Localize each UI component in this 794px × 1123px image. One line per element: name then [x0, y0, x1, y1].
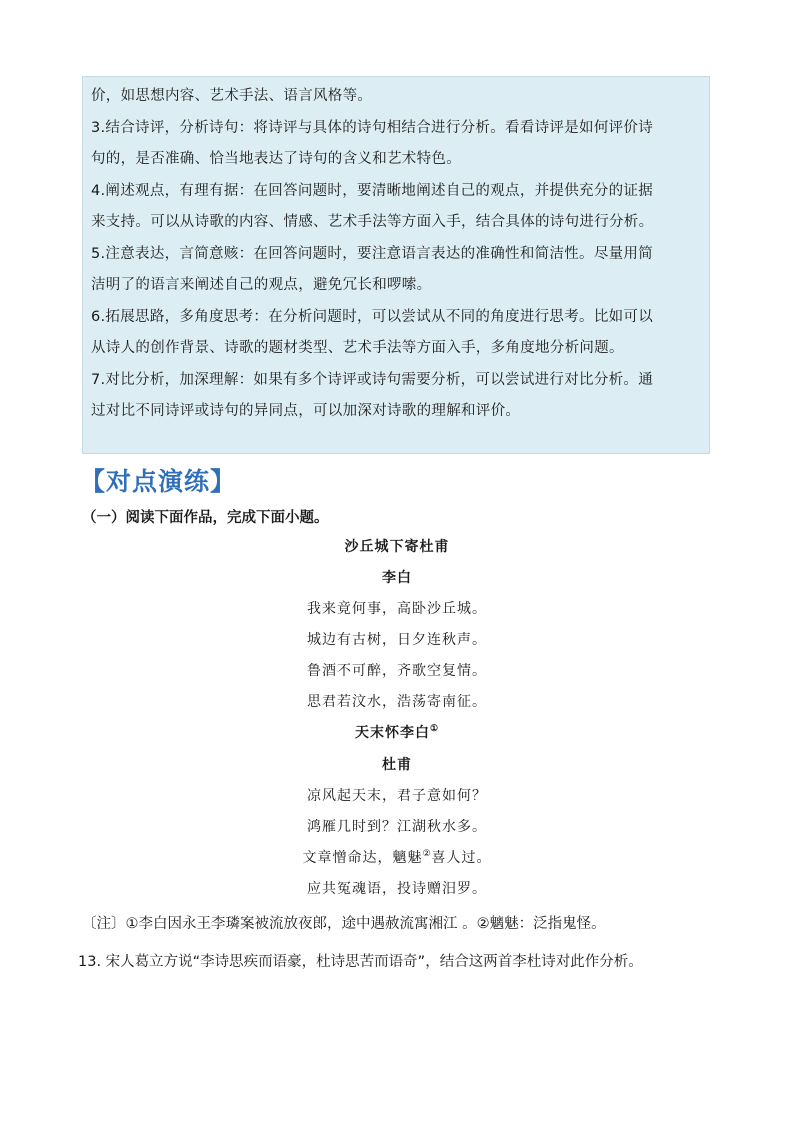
- question-number: 13.: [78, 954, 102, 970]
- tip-line: 5.注意表达，言简意赅：在回答问题时，要注意语言表达的准确性和简洁性。尽量用简: [91, 245, 654, 262]
- poem2-title: [0, 722, 794, 742]
- question-13: [78, 950, 643, 971]
- footnote: 〔注〕①李白因永王李璘案被流放夜郎，途中遇赦流寓湘江 。②魑魅：泛指鬼怪。: [82, 916, 606, 932]
- poem2-line: 应共冤魂语，投诗赠汨罗。: [307, 881, 487, 897]
- question-text: 宋人葛立方说“李诗思疾而语豪，杜诗思苦而语奇”，结合这两首李杜诗对此作分析。: [105, 954, 643, 970]
- poem2-author: 杜甫: [382, 757, 412, 773]
- part-heading: （一）阅读下面作品，完成下面小题。: [82, 510, 329, 526]
- poem2-line: 鸿雁几时到？江湖秋水多。: [307, 819, 487, 835]
- footnote-mark: ①: [429, 724, 440, 734]
- footnote-mark: ②: [422, 849, 432, 859]
- tip-line: 3.结合诗评，分析诗句：将诗评与具体的诗句相结合进行分析。看看诗评是如何评价诗: [91, 119, 654, 136]
- poem1-line: 思君若汶水，浩荡寄南征。: [307, 694, 487, 710]
- tip-line: 4.阐述观点，有理有据：在回答问题时，要清晰地阐述自己的观点，并提供充分的证据: [91, 182, 654, 199]
- tip-line: 价，如思想内容、艺术手法、语言风格等。: [91, 88, 373, 104]
- poem2-line-part: 喜人过。: [431, 850, 492, 866]
- poem1-line: 鲁酒不可醉，齐歌空复情。: [307, 663, 487, 679]
- tip-line: 洁明了的语言来阐述自己的观点，避免冗长和啰嗦。: [91, 277, 432, 293]
- poem2-line: [0, 847, 794, 867]
- tip-line: 过对比不同诗评或诗句的异同点，可以加深对诗歌的理解和评价。: [91, 403, 521, 419]
- poem2-line: 凉风起天末，君子意如何？: [307, 788, 487, 804]
- poem1-title: 沙丘城下寄杜甫: [344, 539, 450, 555]
- section-title: 【对点演练】: [80, 467, 237, 496]
- tip-line: 6.拓展思路，多角度思考：在分析问题时，可以尝试从不同的角度进行思考。比如可以: [91, 308, 654, 325]
- tip-line: 7.对比分析，加深理解：如果有多个诗评或诗句需要分析，可以尝试进行对比分析。通: [91, 371, 654, 388]
- poem2-line-part: 文章憎命达，魑魅: [302, 850, 423, 866]
- poem1-author: 李白: [382, 570, 412, 586]
- tip-line: 从诗人的创作背景、诗歌的题材类型、艺术手法等方面入手，多角度地分析问题。: [91, 340, 624, 356]
- tip-line: 句的，是否准确、恰当地表达了诗句的含义和艺术特色。: [91, 151, 461, 167]
- poem1-line: 城边有古树，日夕连秋声。: [307, 632, 487, 648]
- tips-box: [82, 76, 710, 454]
- poem1-line: 我来竟何事，高卧沙丘城。: [307, 601, 487, 617]
- tip-line: 来支持。可以从诗歌的内容、情感、艺术手法等方面入手，结合具体的诗句进行分析。: [91, 214, 654, 230]
- poem2-title-text: 天末怀李白: [354, 725, 430, 741]
